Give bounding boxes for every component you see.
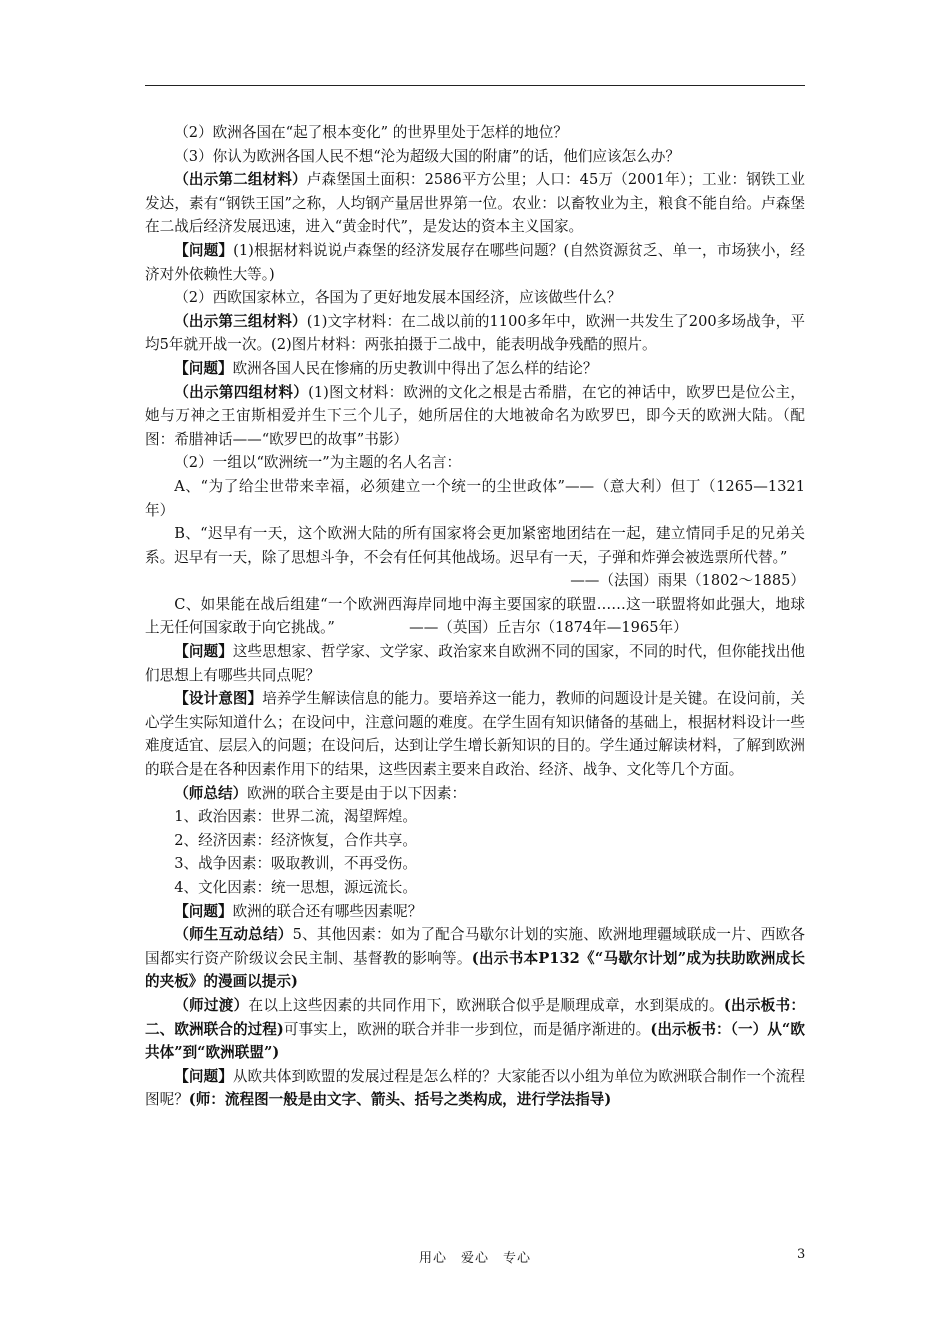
paragraph-text: 从欧共体到欧盟的发展过程是怎么样的？大家能否以小组为单位为欧洲联合制作一个流程图呢？: [145, 1067, 805, 1109]
paragraph-text: (1)根据材料说说卢森堡的经济发展存在哪些问题？(自然资源贫乏、单一，市场狭小，经济对外依赖性大等。): [145, 241, 805, 283]
paragraph-text: ——（法国）雨果（1802～1885）: [570, 572, 805, 590]
paragraph: [145, 829, 805, 853]
paragraph: [145, 310, 805, 357]
bold-label: （出示第四组材料）: [174, 383, 309, 401]
paragraph-text: 4、文化因素：统一思想，源远流长。: [174, 879, 417, 896]
bold-label: 【问题】: [174, 359, 233, 377]
paragraph: [145, 121, 805, 145]
paragraph-text: (1)文字材料：在二战以前的1100多年中，欧洲一共发生了200多场战争，平均5年就开战一次。(2)图片材料：两张拍摄于二战中，能表明战争残酷的照片。: [145, 312, 805, 354]
paragraph: [145, 782, 805, 806]
bold-label: (出示板书：二、欧洲联合的过程): [145, 996, 805, 1038]
paragraph: [145, 168, 805, 239]
paragraph: [145, 994, 805, 1065]
bold-label: (出示书本P132《“马歇尔计划”成为扶助欧洲成长的夹板》的漫画以提示): [145, 949, 805, 991]
paragraph: [145, 900, 805, 924]
paragraph-text: （2）西欧国家林立，各国为了更好地发展本国经济，应该做些什么？: [174, 289, 622, 307]
paragraph-text: C、如果能在战后组建“一个欧洲西海岸同地中海主要国家的联盟……这一联盟将如此强大，地球上无任何国家敢于向它挑战。” ——（英国）丘吉尔（1874年—1965年）: [145, 595, 805, 637]
paragraph-text: 这些思想家、哲学家、文学家、政治家来自欧洲不同的国家，不同的时代，但你能找出他们思想上有哪些共同点呢？: [145, 643, 805, 684]
bold-label: （出示第三组材料）: [174, 312, 307, 330]
paragraph: [145, 1065, 805, 1112]
bold-label: (师：流程图一般是由文字、箭头、括号之类构成，进行学法指导): [188, 1091, 612, 1109]
bold-label: 【设计意图】: [174, 690, 263, 708]
paragraph-text: （2）欧洲各国在“起了根本变化” 的世界里处于怎样的地位？: [174, 124, 568, 141]
paragraph-text: （2）一组以“欧洲统一”为主题的名人名言：: [174, 454, 462, 472]
paragraph-text: 卢森堡国土面积：2586平方公里；人口：45万（2001年）；工业：钢铁工业发达，素有“钢铁王国”之称，人均钢产量居世界第一位。农业：以畜牧业为主，粮食不能自给。卢森堡在二战后经济发展迅速，进入“黄金时代”，是发达的资本主义国家。: [145, 171, 805, 236]
paragraph-text: 欧洲各国人民在惨痛的历史教训中得出了怎么样的结论？: [232, 359, 598, 377]
paragraph-text: (1)图文材料：欧洲的文化之根是古希腊，在它的神话中，欧罗巴是位公主，她与万神之王宙斯相爱并生下三个儿子，她所居住的大地被命名为欧罗巴，即今天的欧洲大陆。（配图：希腊神话——“欧罗巴的故事”书影）: [145, 383, 805, 448]
paragraph-text: 1、政治因素：世界二流，渴望辉煌。: [174, 808, 417, 826]
paragraph: [145, 381, 805, 452]
bold-label: 【问题】: [174, 1067, 233, 1085]
paragraph: [145, 852, 805, 876]
paragraph: [145, 239, 805, 286]
paragraph: [145, 876, 805, 900]
paragraph: [145, 687, 805, 781]
document-body: [145, 121, 805, 1112]
paragraph-text: 2、经济因素：经济恢复，合作共享。: [174, 831, 417, 849]
footer-text: 用心 爱心 专心: [418, 1251, 531, 1266]
paragraph-text: 在以上这些因素的共同作用下，欧洲联合似乎是顺理成章，水到渠成的。: [248, 996, 724, 1014]
page-number: 3: [797, 1247, 806, 1262]
paragraph: [145, 286, 805, 310]
paragraph: [145, 805, 805, 829]
paragraph-text: 5、其他因素：如为了配合马歇尔计划的实施、欧洲地理疆域联成一片、西欧各国都实行资产阶级议会民主制、基督教的影响等。: [145, 926, 805, 967]
paragraph: [145, 593, 805, 640]
paragraph-text: 3、战争因素：吸取教训，不再受伤。: [174, 855, 417, 873]
paragraph: [145, 569, 805, 593]
bold-label: (出示板书：（一）从“欧共体”到“欧洲联盟”): [145, 1020, 805, 1062]
bold-label: （出示第二组材料）: [174, 171, 307, 189]
paragraph-text: （3）你认为欧洲各国人民不想“沦为超级大国的附庸”的话，他们应该怎么办？: [174, 147, 680, 165]
paragraph: [145, 475, 805, 522]
paragraph: [145, 640, 805, 687]
paragraph: [145, 923, 805, 994]
paragraph-text: 培养学生解读信息的能力。要培养这一能力，教师的问题设计是关键。在设问前，关心学生实际知道什么；在设问中，注意问题的难度。在学生固有知识储备的基础上，根据材料设计一些难度适宜、层层入的问题；在设问后，达到让学生增长新知识的目的。学生通过解读材料，了解到欧洲的联合是在各种因素作用下的结果，这些因素主要来自政治、经济、战争、文化等几个方面。: [145, 690, 805, 779]
bold-label: 【问题】: [174, 241, 234, 259]
paragraph: [145, 451, 805, 475]
paragraph: [145, 357, 805, 381]
bold-label: 【问题】: [174, 643, 233, 661]
paragraph-text: 可事实上，欧洲的联合并非一步到位，而是循序渐进的。: [283, 1020, 651, 1038]
bold-label: （师总结）: [174, 784, 248, 802]
bold-label: （师过渡）: [174, 996, 249, 1014]
bold-label: （师生互动总结）: [174, 926, 293, 944]
paragraph: [145, 522, 805, 569]
paragraph: [145, 145, 805, 169]
bold-label: 【问题】: [174, 902, 233, 920]
paragraph-text: 欧洲的联合主要是由于以下因素：: [247, 784, 467, 802]
paragraph-text: B、“迟早有一天，这个欧洲大陆的所有国家将会更加紧密地团结在一起，建立情同手足的兄弟关系。迟早有一天，除了思想斗争，不会有任何其他战场。迟早有一天，子弹和炸弹会被选票所代替。”: [145, 525, 805, 566]
paragraph-text: A、“为了给尘世带来幸福，必须建立一个统一的尘世政体”——（意大利）但丁（1265—1321年）: [145, 477, 805, 519]
paragraph-text: 欧洲的联合还有哪些因素呢？: [232, 902, 423, 920]
header-rule: [145, 85, 805, 86]
